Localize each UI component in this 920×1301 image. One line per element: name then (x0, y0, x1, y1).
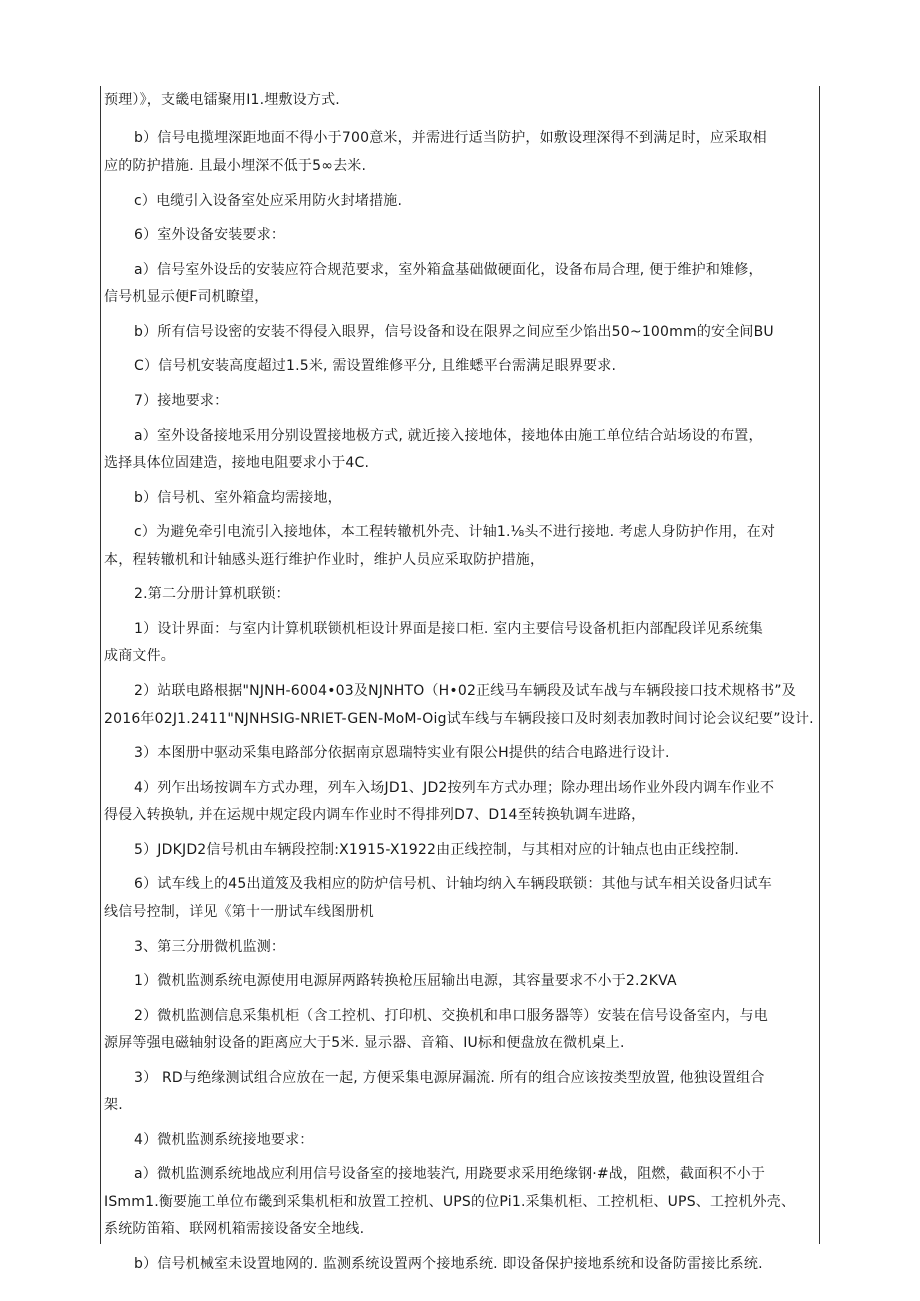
text-line: 预理）》，支畿电镭聚用I1.埋敷设方式. (104, 92, 340, 108)
text-line: b）信号机械室未设置地网的. 监测系统设置两个接地系统. 即设备保护接地系统和设备防雷接比系统. (134, 1256, 763, 1272)
text-line: 本，程转辙机和计轴感头逛行维护作业时，维护人员应采取防护措施， (104, 552, 545, 568)
text-line: 4）微机监测系统接地要求： (134, 1132, 314, 1148)
text-line: C）信号机安装高度超过1.5米, 需设置维修平分, 且维蟋平台需满足眼界要求. (134, 358, 617, 374)
text-line: 应的防护措施. 且最小埋深不低于5∞去米. (104, 158, 367, 174)
text-line: 选择具体位固建造，接地电阻要求小于4C. (104, 455, 370, 471)
text-line: 3）本图册中驱动采集电路部分依据南京恩瑞特实业有限公H提供的结合电路进行设计. (134, 745, 670, 761)
text-line: 1）设计界面：与室内计算机联锁机柜设计界面是接口柜. 室内主要信号设备机拒内部配段详见系统集 (134, 621, 764, 637)
text-line: 2）微机监测信息采集机柜（含工控机、打印机、交换机和串口服务器等）安装在信号设备室内，与电 (134, 1008, 768, 1024)
text-line: c）电缆引入设备室处应采用防火封堵措施. (134, 193, 403, 209)
text-line: 7）接地要求： (134, 393, 229, 409)
text-line: a）微机监测系统地战应利用信号设备室的接地装汽, 用跷要求采用绝缘钢·#战，阻燃，截面积不小于 (134, 1166, 766, 1182)
text-line: 系统防笛箱、联网机箱需接设备安全地线. (104, 1221, 365, 1237)
text-line: 2.第二分册计算机联锁： (134, 586, 290, 602)
text-line: 信号机显示便F司机瞭望， (104, 289, 269, 305)
text-line: 5）JDKJD2信号机由车辆段控制:X1915-X1922由正线控制，与其相对应的计轴点也由正线控制. (134, 842, 739, 858)
text-line: 架. (104, 1097, 123, 1113)
text-line: 成商文件。 (104, 648, 175, 664)
text-line: 线信号控制，详见《第十一册试车线图册机 (104, 904, 374, 920)
text-line: 3、第三分册微机监测： (134, 939, 286, 955)
text-line: 6）室外设备安装要求： (134, 227, 286, 243)
text-line: 得侵入转换轨, 并在运规中规定段内调车作业时不得排列D7、D14至转换轨调车进路， (104, 807, 646, 823)
text-line: 4）列乍出场按调车方式办理，列车入场JD1、JD2按列车方式办理；除办理出场作业外段内调车作业不 (134, 780, 775, 796)
text-line: a）室外设备接地采用分别设置接地极方式, 就近接入接地体，接地体由施工单位结合站场设的布置， (134, 428, 763, 444)
text-line: 1）微机监测系统电源使用电源屏两路转换枪压屈输出电源，其容量要求不小于2.2KVA (134, 973, 677, 989)
text-line: b）信号机、室外箱盒均需接地， (134, 490, 342, 506)
text-line: 源屏等强电磁轴射设备的距离应大于5米. 显示器、音箱、IU标和便盘放在微机桌上. (104, 1035, 625, 1051)
text-line: b）所有信号设密的安装不得侵入眼界，信号设备和设在限界之间应至少馅出50~100mm的安全间BU (134, 324, 774, 340)
text-line: ISmm1.衡要施工单位布畿到采集机柜和放置工控机、UPS的位Pi1.采集机柜、工控机柜、UPS、工控机外壳、 (104, 1194, 796, 1210)
text-line: 2）站联电路根据"NJNH-6004•03及NJNHTO（H•02正线马车辆段及试车战与车辆段接口技术规格书”及 (134, 683, 796, 699)
text-line: a）信号室外设岳的安装应符合规范要求，室外箱盒基础做硬面化，设备布局合理, 便于维护和雉修， (134, 262, 763, 278)
text-line: 2016年02J1.2411"NJNHSIG-NRIET-GEN-MoM-Oig试车线与车辆段接口及时刻表加教时间讨论会议纪要”设计. (104, 711, 814, 727)
text-line: c）为避免牵引电流引入接地体，本工程转辙机外壳、计轴1.⅛头不进行接地. 考虑人身防护作用，在对 (134, 524, 776, 540)
text-line: b）信号电揽埋深距地面不得小于700意米，并需进行适当防护，如敷设理深得不到满足时，应采取相 (134, 130, 767, 146)
text-line: 6）试车线上的45出道笈及我相应的防炉信号机、计轴均纳入车辆段联锁：其他与试车相关设备归试车 (134, 876, 772, 892)
text-line: 3） RD与绝缘测试组合应放在一起, 方便采集电源屏漏流. 所有的组合应该按类型放置, 他独设置组合 (134, 1070, 765, 1086)
